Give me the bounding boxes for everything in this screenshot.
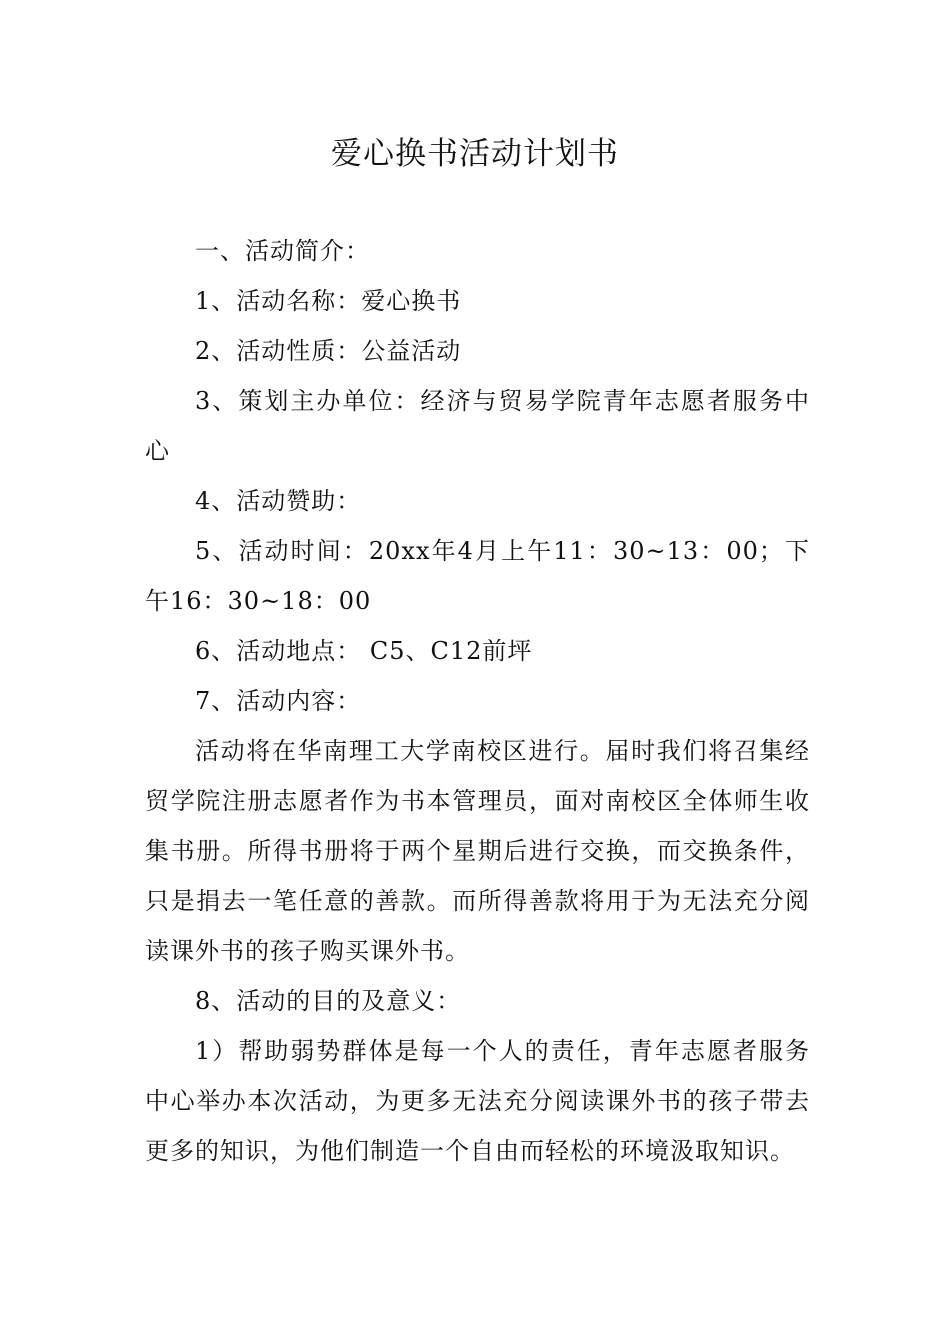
paragraph-content-detail: 活动将在华南理工大学南校区进行。届时我们将召集经贸学院注册志愿者作为书本管理员，面对南校区全体师生收集书册。所得书册将于两个星期后进行交换，而交换条件，只是捐去一笔任意的善款。而所得善款将用于为无法充分阅读课外书的孩子购买课外书。 <box>145 737 810 965</box>
item-activity-time: 5、活动时间：20xx年4月上午11：30~13：00；下午16：30~18：00 <box>145 537 810 615</box>
document-body <box>145 226 810 1176</box>
item-activity-location: 6、活动地点： C5、C12前坪 <box>195 637 533 665</box>
paragraph-purpose-1: 1）帮助弱势群体是每一个人的责任，青年志愿者服务中心举办本次活动，为更多无法充分阅读课外书的孩子带去更多的知识，为他们制造一个自由而轻松的环境汲取知识。 <box>145 1037 810 1165</box>
item-organizer: 3、策划主办单位：经济与贸易学院青年志愿者服务中心 <box>145 387 810 465</box>
item-activity-name: 1、活动名称：爱心换书 <box>195 287 462 315</box>
item-purpose-significance: 8、活动的目的及意义： <box>195 987 462 1015</box>
item-activity-nature: 2、活动性质：公益活动 <box>195 337 462 365</box>
document-title: 爱心换书活动计划书 <box>331 136 619 172</box>
item-activity-content: 7、活动内容： <box>195 687 362 715</box>
section-heading-intro: 一、活动简介： <box>195 237 370 265</box>
item-sponsorship: 4、活动赞助： <box>195 487 362 515</box>
